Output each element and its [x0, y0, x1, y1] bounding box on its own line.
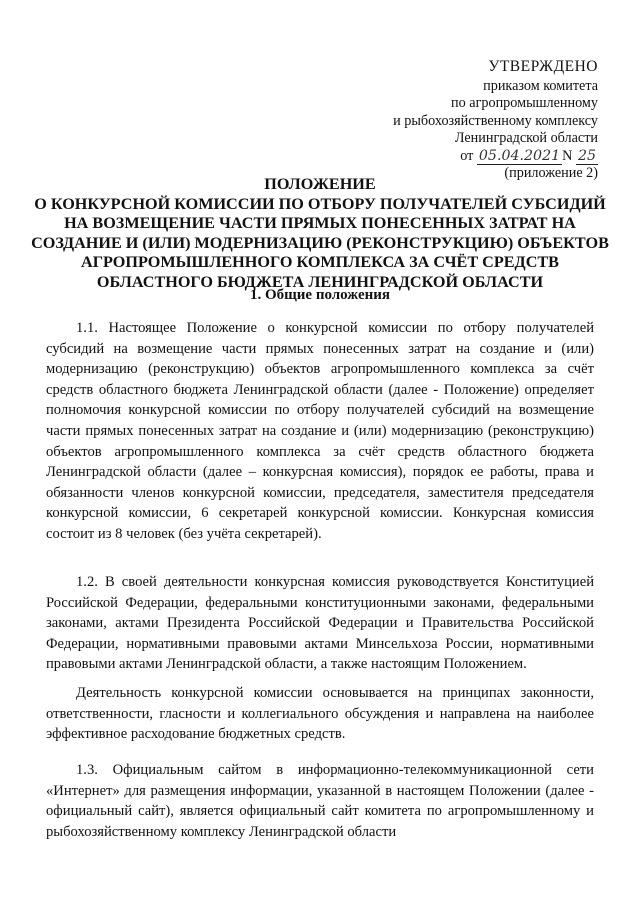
approval-line-2: по агропромышленному [451, 95, 598, 111]
approval-block [328, 58, 598, 183]
paragraph-principles [46, 683, 594, 745]
paragraph-text: 1.2. В своей деятельности конкурсная комиссия руководствуется Конституцией Российской Федерации, федеральными конституционными законами, федеральными законами, актами Президента Российской Федерации и Правительства Российской Федерации, нормативными правовыми актами Минсельхоза России, нормативными правовыми актами Ленинградской области, а также настоящим Положением. [46, 574, 594, 673]
approval-date-line [328, 148, 598, 166]
title-line-4: СОЗДАНИЕ И (ИЛИ) МОДЕРНИЗАЦИЮ (РЕКОНСТРУКЦИЮ) ОБЪЕКТОВ [31, 233, 609, 252]
appendix-note: (приложение 2) [504, 165, 598, 181]
paragraph-1-2 [46, 572, 594, 675]
approval-line-4: Ленинградской области [454, 130, 598, 146]
title-line-5: АГРОПРОМЫШЛЕННОГО КОМПЛЕКСА ЗА СЧЁТ СРЕДСТВ [81, 253, 559, 272]
approval-line-1: приказом комитета [483, 77, 598, 94]
title-line-6: ОБЛАСТНОГО БЮДЖЕТА ЛЕНИНГРАДСКОЙ ОБЛАСТИ [96, 272, 544, 291]
title-line-1: ПОЛОЖЕНИЕ [264, 175, 376, 193]
approval-heading: УТВЕРЖДЕНО [488, 58, 598, 75]
title-line-2: О КОНКУРСНОЙ КОМИССИИ ПО ОТБОРУ ПОЛУЧАТЕЛЕЙ СУБСИДИЙ [34, 194, 606, 213]
approval-line-3: и рыбохозяйственному комплексу [393, 112, 598, 129]
handwritten-number: 25 [577, 147, 596, 164]
paragraph-text: 1.1. Настоящее Положение о конкурсной комиссии по отбору получателей субсидий на возмещение части прямых понесенных затрат на создание и (или) модернизацию (реконструкцию) объектов агропромышленного комплекса за счёт средств областного бюджета Ленинградской области (далее - Положение) определяет полномочия конкурсной комиссии по отбору получателей субсидий на возмещение части прямых понесенных затрат на создание и (или) модернизацию (реконструкцию) объектов агропромышленного комплекса за счёт средств областного бюджета Ленинградской области (далее – конкурсная комиссия), порядок ее работы, права и обязанности членов конкурсной комиссии, председателя, заместителя председателя конкурсной комиссии, 6 секретарей конкурсной комиссии. Конкурсная комиссия состоит из 8 человек (без учёта секретарей). [46, 320, 594, 542]
title-line-3: НА ВОЗМЕЩЕНИЕ ЧАСТИ ПРЯМЫХ ПОНЕСЕННЫХ ЗАТРАТ НА [64, 214, 576, 233]
paragraph-1-1 [46, 318, 594, 545]
paragraph-1-3 [46, 760, 594, 842]
section-heading: 1. Общие положения [249, 287, 391, 303]
handwritten-date: 05.04.2021 [478, 147, 561, 164]
document-title [28, 175, 612, 293]
paragraph-text: 1.3. Официальным сайтом в информационно-телекоммуникационной сети «Интернет» для размещения информации, указанной в настоящем Положении (далее - официальный сайт), является официальный сайт комитета по агропромышленному и рыбохозяйственному комплексу Ленинградской области [46, 762, 594, 840]
number-prefix: N [562, 147, 573, 164]
date-prefix: от [460, 147, 474, 164]
paragraph-text: Деятельность конкурсной комиссии основывается на принципах законности, ответственности, гласности и коллегиального обсуждения и направлена на наиболее эффективное расходование бюджетных средств. [46, 685, 594, 743]
